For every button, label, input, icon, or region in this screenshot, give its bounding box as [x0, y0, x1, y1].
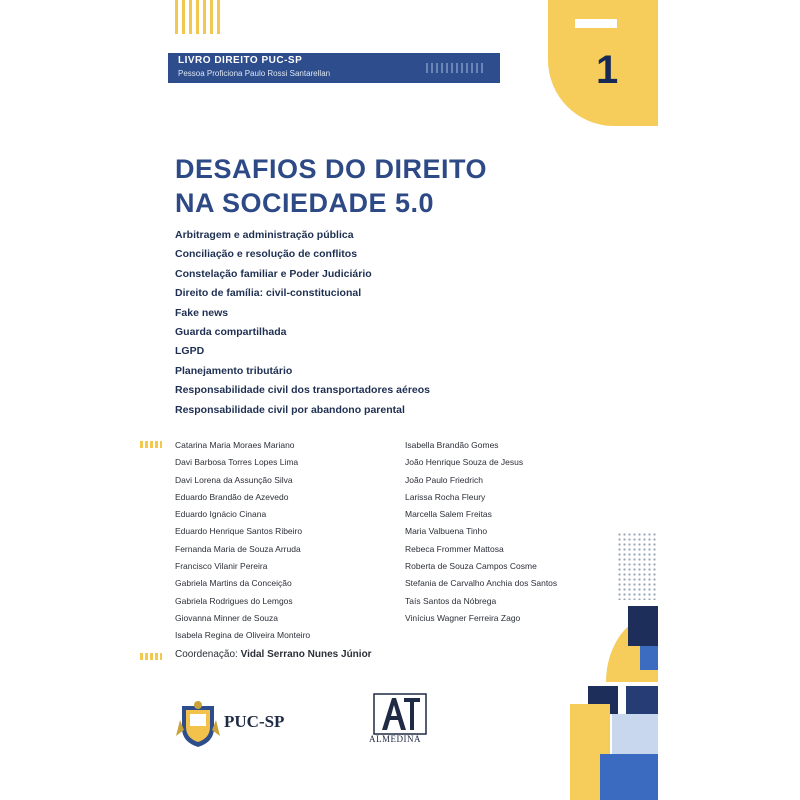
decorative-stripes — [175, 0, 223, 34]
topic-item: Conciliação e resolução de conflitos — [175, 248, 358, 261]
series-subtitle: Pessoa Proficiona Paulo Rossi Santarellan — [178, 69, 331, 78]
coordination-label: Coordenação: — [175, 649, 238, 660]
coordination-marker — [140, 653, 162, 660]
author-name: Davi Barbosa Torres Lopes Lima — [175, 457, 299, 468]
author-name: João Henrique Souza de Jesus — [405, 457, 524, 468]
book-title-line-1: DESAFIOS DO DIREITO — [175, 154, 488, 184]
topic-item: LGPD — [175, 345, 205, 358]
almedina-logo-icon — [370, 690, 430, 740]
author-name: Fernanda Maria de Souza Arruda — [175, 543, 301, 554]
author-name: Marcella Salem Freitas — [405, 509, 492, 520]
author-name: Roberta de Souza Campos Cosme — [405, 561, 537, 572]
series-band — [168, 53, 500, 83]
coordination-line — [175, 649, 372, 660]
authors-left-column — [175, 437, 310, 645]
author-name: João Paulo Friedrich — [405, 474, 483, 485]
topic-item: Arbitragem e administração pública — [175, 229, 354, 241]
volume-number: 1 — [596, 48, 619, 92]
puc-crest-icon — [176, 700, 220, 748]
topic-item: Planejamento tributário — [175, 364, 293, 377]
puc-logo-text: PUC-SP — [224, 712, 285, 731]
volume-tab-bar — [575, 19, 617, 28]
authors-right-column — [405, 437, 557, 627]
author-name: Catarina Maria Moraes Mariano — [175, 440, 295, 450]
book-title-line-2: NA SOCIEDADE 5.0 — [175, 188, 435, 218]
topic-list — [175, 226, 430, 420]
author-name: Larissa Rocha Fleury — [405, 491, 486, 502]
topic-item: Responsabilidade civil dos transportadores aéreos — [175, 384, 430, 397]
topic-item: Constelação familiar e Poder Judiciário — [175, 267, 372, 280]
authors-marker — [140, 441, 162, 448]
geometric-shape — [640, 646, 658, 670]
author-name: Gabriela Rodrigues do Lemgos — [175, 595, 293, 606]
series-dots-decoration — [426, 63, 486, 73]
topic-item: Responsabilidade civil por abandono parental — [175, 403, 405, 416]
author-name: Eduardo Brandão de Azevedo — [175, 491, 289, 502]
author-name: Isabela Regina de Oliveira Monteiro — [175, 630, 311, 641]
author-name: Eduardo Henrique Santos Ribeiro — [175, 526, 303, 537]
author-name: Gabriela Martins da Conceição — [175, 578, 292, 589]
topic-item: Direito de família: civil-constitucional — [175, 287, 362, 300]
author-name: Giovanna Minner de Souza — [175, 612, 279, 623]
author-name: Stefania de Carvalho Anchia dos Santos — [405, 578, 558, 589]
author-name: Taís Santos da Nóbrega — [405, 595, 497, 606]
topic-item: Fake news — [175, 306, 229, 319]
geometric-shape — [628, 606, 658, 646]
publisher-logo-text: ALMEDINA — [369, 734, 421, 744]
author-name: Eduardo Ignácio Cinana — [175, 509, 267, 520]
topic-item: Guarda compartilhada — [175, 325, 287, 338]
geometric-shape — [626, 686, 658, 714]
book-title — [175, 152, 487, 220]
author-name: Davi Lorena da Assunção Silva — [175, 474, 293, 485]
author-name: Isabella Brandão Gomes — [405, 440, 499, 450]
dot-grid-decoration — [617, 532, 657, 600]
geometric-shape — [612, 714, 658, 754]
author-name: Vinícius Wagner Ferreira Zago — [405, 612, 521, 623]
author-name: Maria Valbuena Tinho — [405, 526, 488, 537]
geometric-shape — [600, 754, 658, 800]
author-name: Francisco Vilanir Pereira — [175, 561, 268, 572]
author-name: Rebeca Frommer Mattosa — [405, 543, 504, 554]
series-title: LIVRO DIREITO PUC-SP — [178, 55, 303, 66]
coordinator-name: Vidal Serrano Nunes Júnior — [240, 649, 372, 660]
